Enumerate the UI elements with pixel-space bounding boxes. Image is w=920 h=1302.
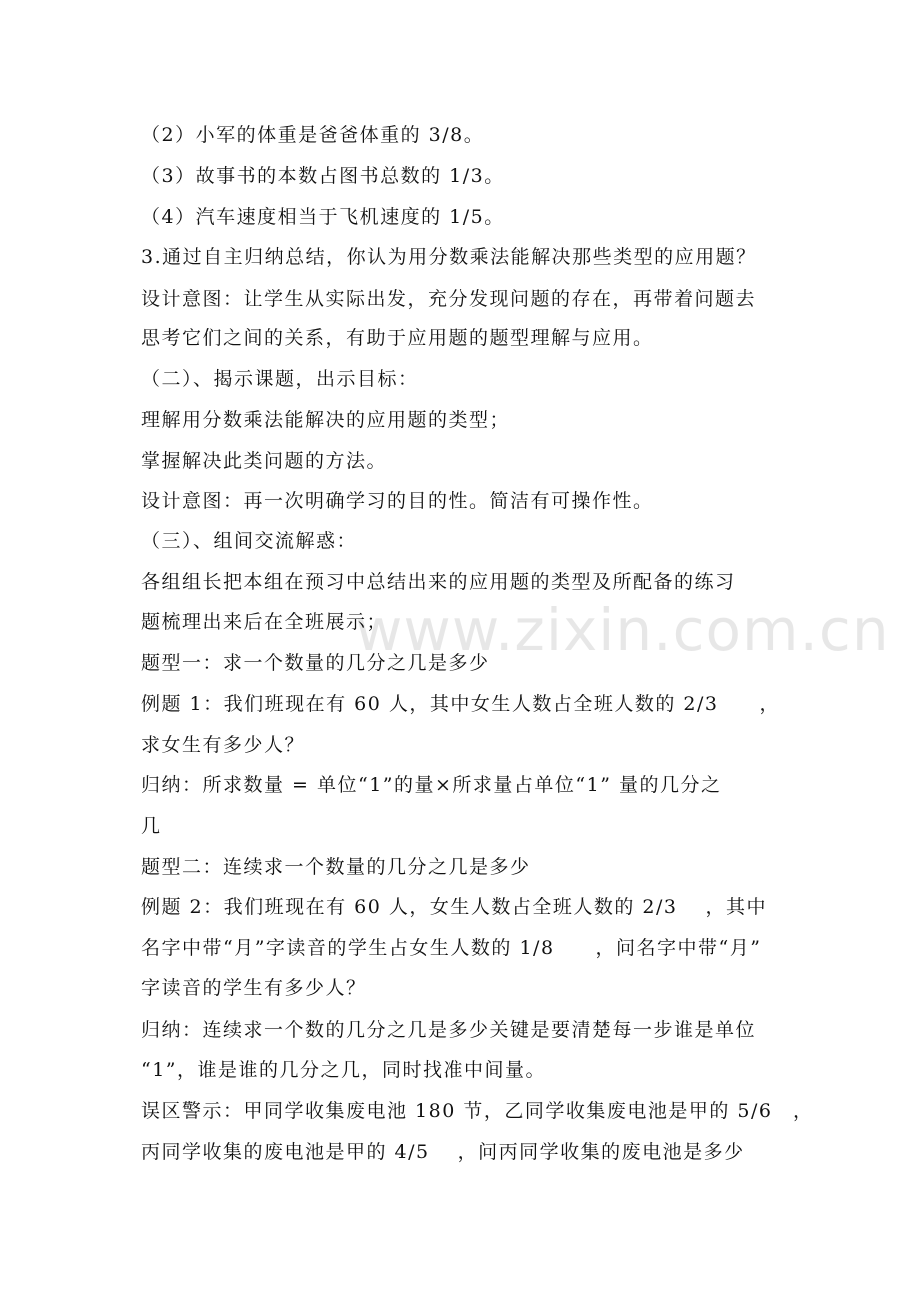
section-heading-3: （三）、组间交流解惑： — [141, 530, 358, 552]
design-intent-1-line1: 设计意图：让学生从实际出发，充分发现问题的存在，再带着问题去 — [141, 288, 757, 310]
example-1-line1: 例题 1：我们班现在有 60 人，其中女生人数占全班人数的 2/3 ， — [141, 693, 781, 715]
example-2-line3: 字读音的学生有多少人？ — [141, 977, 367, 999]
type-2-heading: 题型二：连续求一个数量的几分之几是多少 — [141, 856, 531, 878]
design-intent-2: 设计意图：再一次明确学习的目的性。简洁有可操作性。 — [141, 490, 654, 512]
section-heading-2: （二）、揭示课题，出示目标： — [141, 368, 419, 390]
watermark: www.zixin.com.cn — [355, 596, 890, 664]
example-2-line1: 例题 2：我们班现在有 60 人，女生人数占全班人数的 2/3 ，其中 — [141, 896, 768, 918]
group-instruction-line1: 各组组长把本组在预习中总结出来的应用题的类型及所配备的练习 — [141, 571, 736, 593]
example-1-line2: 求女生有多少人？ — [141, 734, 306, 756]
pitfall-warning-line1: 误区警示：甲同学收集废电池 180 节，乙同学收集废电池是甲的 5/6 ， — [141, 1100, 814, 1122]
summary-1-line2: 几 — [141, 815, 162, 837]
group-instruction-line2: 题梳理出来后在全班展示； — [141, 611, 388, 633]
item-2: （2）小军的体重是爸爸体重的 3/8。 — [141, 124, 485, 146]
summary-2-line2: “1”，谁是谁的几分之几，同时找准中间量。 — [141, 1059, 547, 1081]
question-3: 3.通过自主归纳总结，你认为用分数乘法能解决那些类型的应用题？ — [141, 246, 757, 268]
pitfall-warning-line2: 丙同学收集的废电池是甲的 4/5 ，问丙同学收集的废电池是多少 — [141, 1141, 745, 1163]
design-intent-1-line2: 思考它们之间的关系，有助于应用题的题型理解与应用。 — [141, 327, 654, 349]
item-3: （3）故事书的本数占图书总数的 1/3。 — [141, 165, 505, 187]
summary-2-line1: 归纳：连续求一个数的几分之几是多少关键是要清楚每一步谁是单位 — [141, 1019, 757, 1041]
item-4: （4）汽车速度相当于飞机速度的 1/5。 — [141, 206, 505, 228]
type-1-heading: 题型一：求一个数量的几分之几是多少 — [141, 652, 490, 674]
summary-1-line1: 归纳：所求数量 = 单位“1”的量×所求量占单位“1” 量的几分之 — [141, 774, 722, 796]
goal-2: 掌握解决此类问题的方法。 — [141, 450, 388, 472]
example-2-line2: 名字中带“月”字读音的学生占女生人数的 1/8 ，问名字中带“月” — [141, 937, 762, 959]
goal-1: 理解用分数乘法能解决的应用题的类型； — [141, 409, 511, 431]
